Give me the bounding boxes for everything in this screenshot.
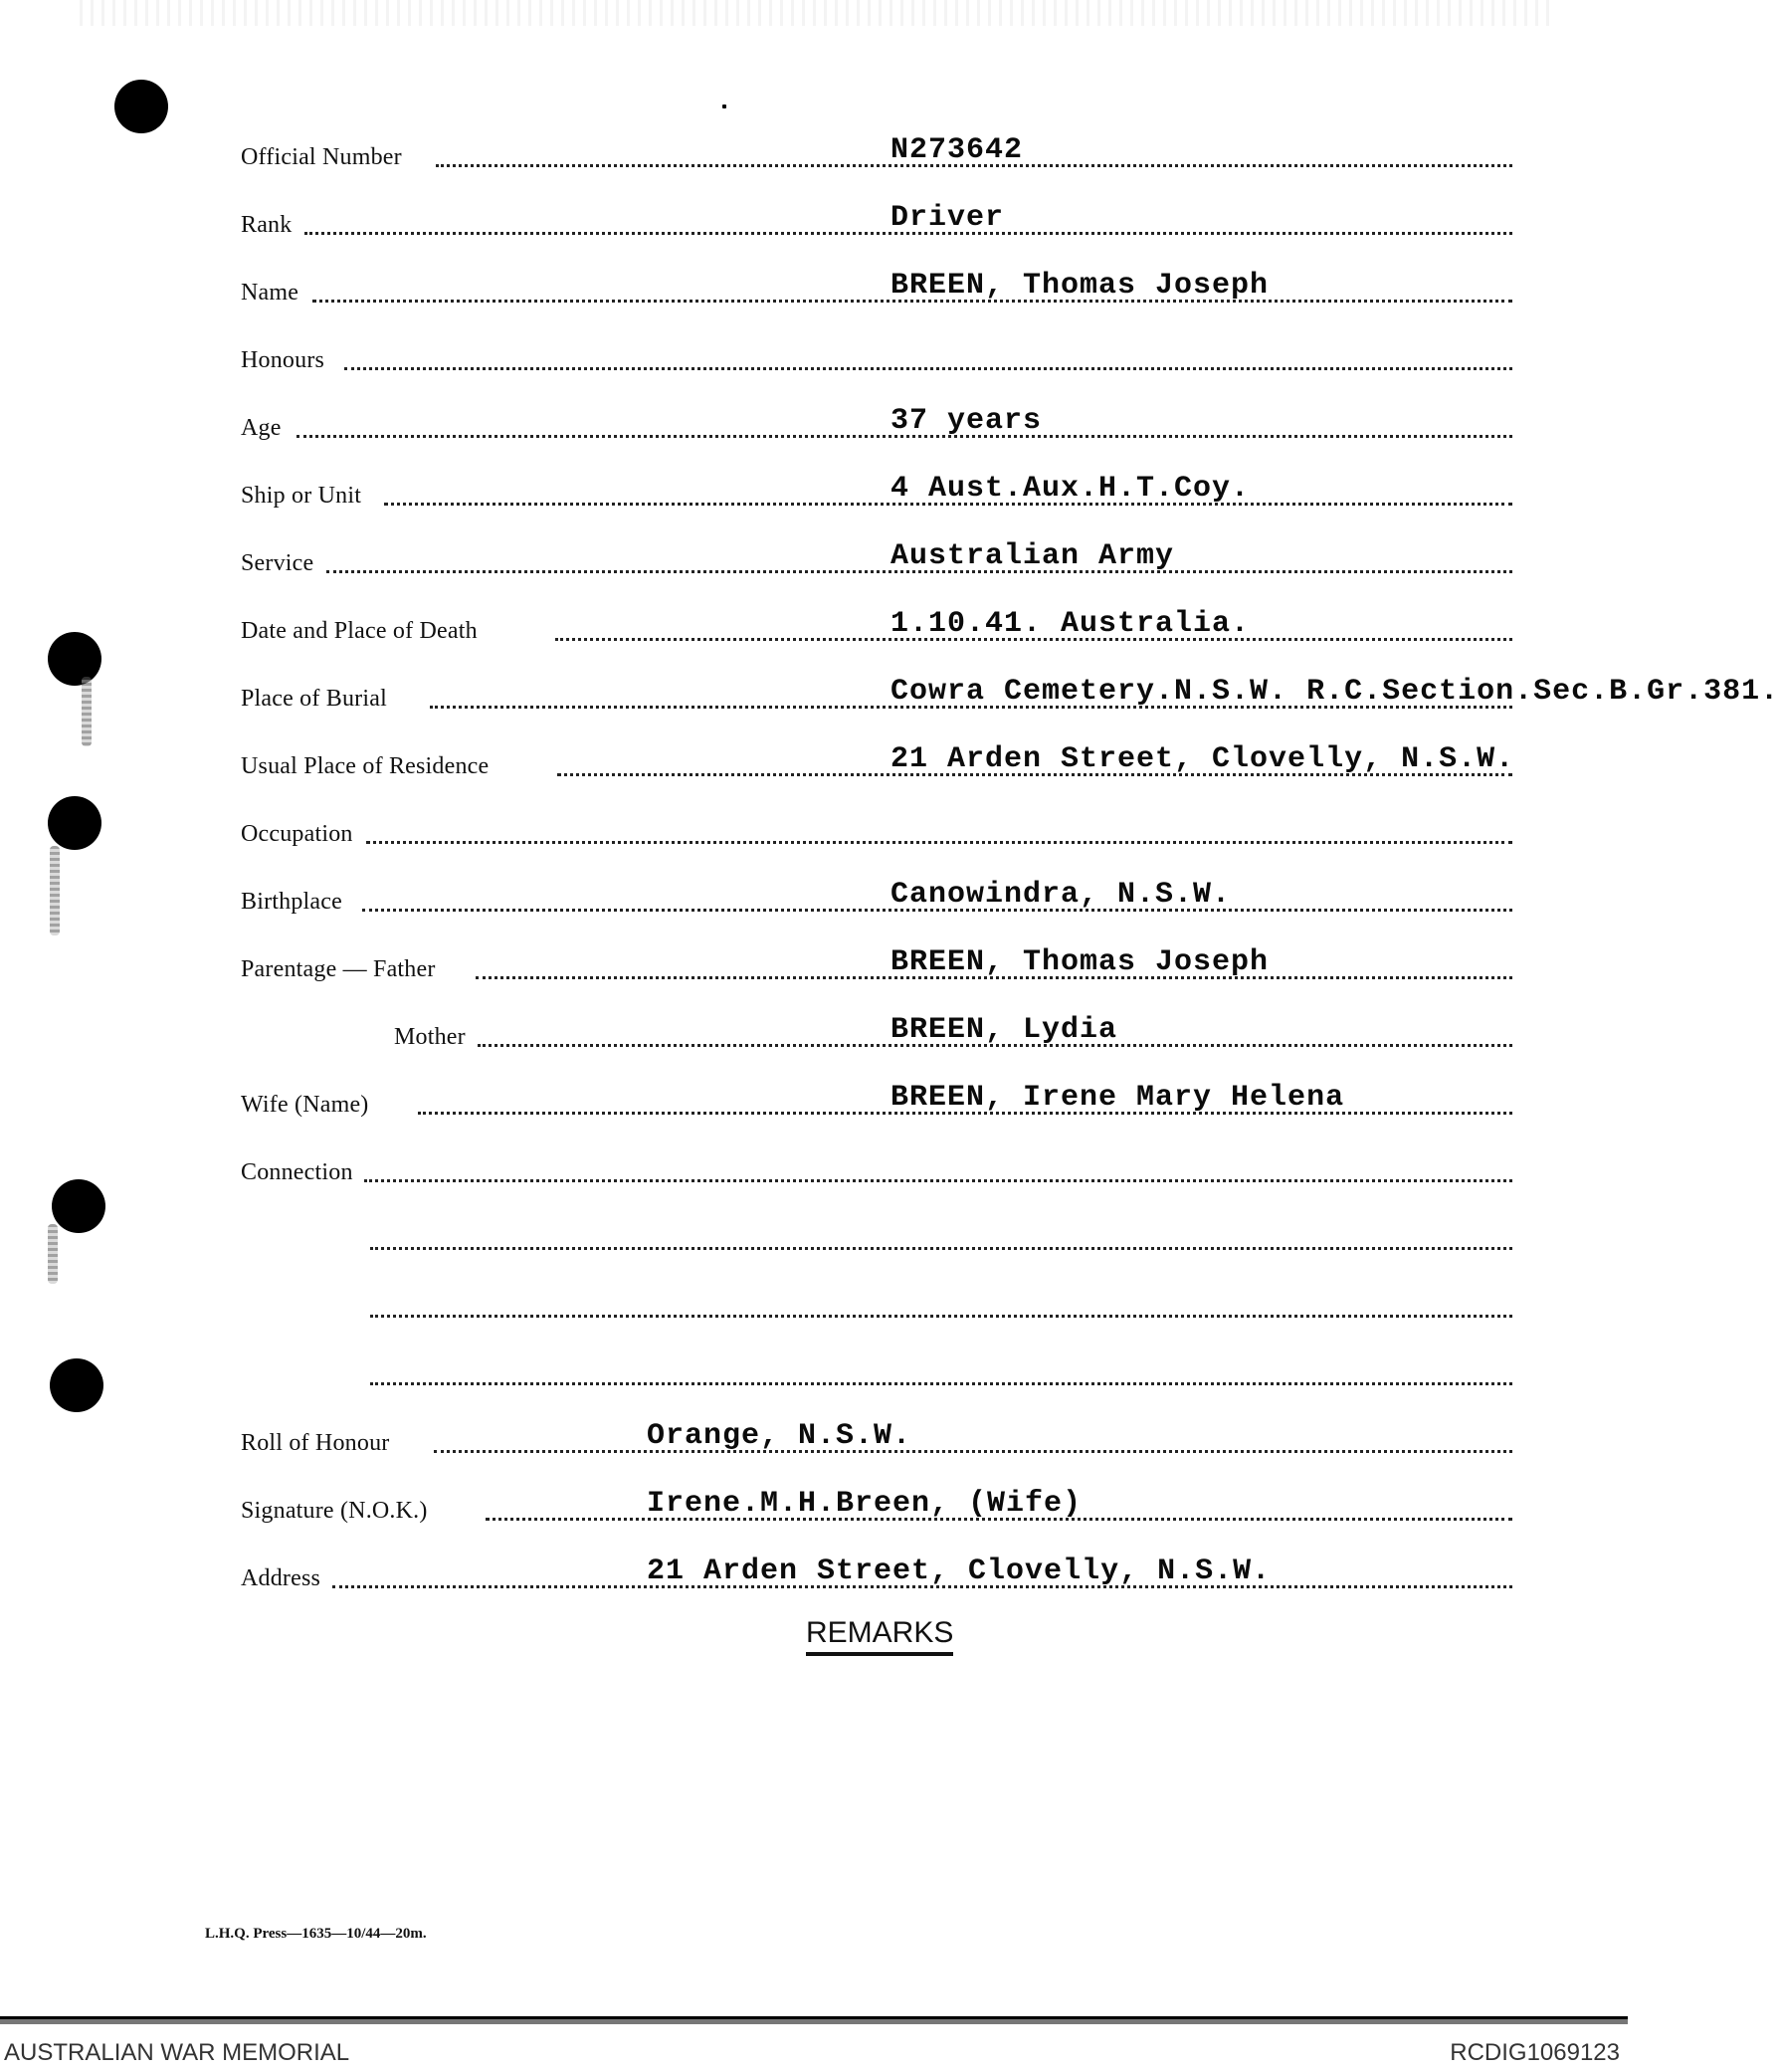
- field-label: Rank: [241, 212, 293, 238]
- field-value: Driver: [890, 201, 1005, 235]
- field-label: Age: [241, 415, 282, 441]
- field-label: Usual Place of Residence: [241, 753, 490, 779]
- field-address: [241, 1551, 1512, 1596]
- field-label: Place of Burial: [241, 686, 387, 712]
- field-parentage-father: [241, 941, 1512, 987]
- dotted-line: [370, 1247, 1512, 1250]
- scan-speck: [722, 104, 726, 108]
- field-label: Honours: [241, 347, 325, 373]
- field-name: [241, 265, 1512, 311]
- field-usual-place-of-residence: [241, 738, 1515, 784]
- punch-hole: [52, 1179, 105, 1233]
- dotted-line: [366, 841, 1512, 844]
- field-birthplace: [241, 874, 1512, 920]
- field-label: Occupation: [241, 821, 353, 847]
- field-label: Address: [241, 1565, 321, 1591]
- dotted-line: [344, 367, 1512, 370]
- field-signature-nok: [241, 1483, 1512, 1529]
- remarks-heading: REMARKS: [806, 1616, 953, 1656]
- field-value: BREEN, Lydia: [890, 1013, 1118, 1047]
- field-label: Signature (N.O.K.): [241, 1498, 428, 1524]
- field-rank: [241, 197, 1512, 243]
- footer-reference: RCDIG1069123: [1450, 2039, 1620, 2066]
- dotted-line: [364, 1179, 1512, 1182]
- punch-hole: [48, 632, 101, 686]
- field-value: 21 Arden Street, Clovelly, N.S.W.: [647, 1554, 1272, 1588]
- scan-smudge: [82, 677, 92, 746]
- field-connection-line: [241, 1212, 1512, 1258]
- field-roll-of-honour: [241, 1415, 1512, 1461]
- dotted-line: [434, 1450, 1512, 1453]
- field-label: Connection: [241, 1159, 353, 1185]
- field-label: Name: [241, 280, 299, 306]
- printer-mark: L.H.Q. Press—1635—10/44—20m.: [205, 1926, 427, 1942]
- field-label: Birthplace: [241, 889, 342, 915]
- field-connection: [241, 1144, 1512, 1190]
- field-value: BREEN, Thomas Joseph: [890, 945, 1270, 979]
- field-value: 1.10.41. Australia.: [890, 607, 1251, 641]
- field-connection-line: [241, 1347, 1512, 1393]
- field-age: [241, 400, 1512, 446]
- field-value: N273642: [890, 133, 1024, 167]
- field-place-of-burial: [241, 671, 1779, 717]
- field-value: Orange, N.S.W.: [647, 1419, 912, 1453]
- punch-hole: [114, 80, 168, 133]
- field-label: Ship or Unit: [241, 483, 362, 509]
- punch-hole: [48, 796, 101, 850]
- field-value: BREEN, Thomas Joseph: [890, 269, 1270, 303]
- field-value: 21 Arden Street, Clovelly, N.S.W.: [890, 742, 1515, 776]
- field-label: Service: [241, 550, 314, 576]
- footer-institution: AUSTRALIAN WAR MEMORIAL: [4, 2039, 350, 2066]
- field-value: BREEN, Irene Mary Helena: [890, 1081, 1345, 1115]
- field-honours: [241, 332, 1512, 378]
- field-label: Mother: [394, 1024, 466, 1050]
- field-value: 37 years: [890, 404, 1043, 438]
- field-ship-or-unit: [241, 468, 1512, 514]
- field-official-number: [241, 129, 1512, 175]
- field-value: Cowra Cemetery.N.S.W. R.C.Section.Sec.B.Gr.381.: [890, 675, 1779, 709]
- dotted-line: [370, 1382, 1512, 1385]
- scan-smudge: [48, 1224, 58, 1284]
- field-label: Official Number: [241, 144, 402, 170]
- field-occupation: [241, 806, 1512, 852]
- field-value: Irene.M.H.Breen, (Wife): [647, 1487, 1083, 1521]
- bottom-rule: [0, 2016, 1628, 2024]
- field-wife-name: [241, 1077, 1512, 1123]
- field-date-place-of-death: [241, 603, 1512, 649]
- field-label: Wife (Name): [241, 1092, 369, 1118]
- field-label: Roll of Honour: [241, 1430, 390, 1456]
- field-mother: [241, 1009, 1512, 1055]
- field-label: Date and Place of Death: [241, 618, 478, 644]
- field-value: Canowindra, N.S.W.: [890, 878, 1232, 912]
- scan-noise: [80, 0, 1552, 26]
- field-value: Australian Army: [890, 539, 1175, 573]
- field-label: Parentage — Father: [241, 956, 436, 982]
- punch-hole: [50, 1358, 103, 1412]
- field-value: 4 Aust.Aux.H.T.Coy.: [890, 472, 1251, 506]
- field-service: [241, 535, 1512, 581]
- scan-smudge: [50, 846, 60, 935]
- dotted-line: [370, 1315, 1512, 1318]
- field-connection-line: [241, 1280, 1512, 1326]
